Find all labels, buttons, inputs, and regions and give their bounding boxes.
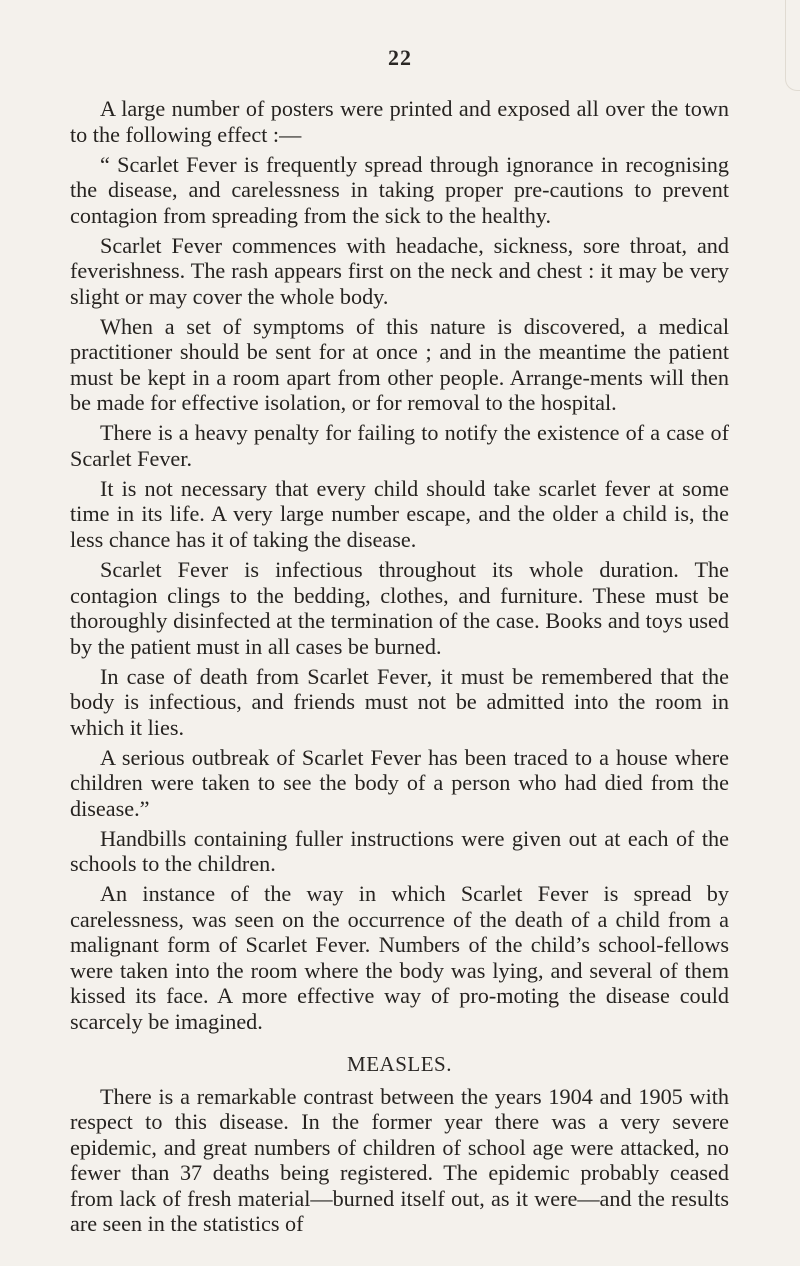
paragraph-medical-practitioner: When a set of symptoms of this nature is discovered, a medical practitioner should be sent for at once ; and in the meantime the patient must be kept in a room apart from other people. Arrange-ments will then be made for effective isolation, or for removal to the hospital. — [70, 313, 729, 416]
paragraph-penalty: There is a heavy penalty for failing to notify the existence of a case of Scarlet Fever. — [70, 420, 729, 471]
paragraph-not-necessary: It is not necessary that every child should take scarlet fever at some time in its life. A very large number escape, and the older a child is, the less chance has it of taking the disease. — [70, 475, 729, 552]
page-number: 22 — [388, 45, 412, 70]
paragraph-handbills: Handbills containing fuller instructions were given out at each of the schools to the children. — [70, 825, 729, 877]
section-heading-measles: MEASLES. — [347, 1052, 452, 1077]
body-text — [70, 96, 729, 1242]
paragraph-infectious: Scarlet Fever is infectious throughout its whole duration. The contagion clings to the bedding, clothes, and furniture. These must be thoroughly disinfected at the termination of the case. Books and toys used by the patient must in all cases be burned. — [70, 557, 729, 659]
paragraph-measles: There is a remarkable contrast between the years 1904 and 1905 with respect to this disease. In the former year there was a very severe epidemic, and great numbers of children of school age were attacked, no fewer than 37 deaths being registered. The epidemic probably ceased from lack of fresh material—burned itself out, as it were—and the results are seen in the statistics of — [70, 1083, 729, 1237]
paragraph-poster-intro: “ Scarlet Fever is frequently spread through ignorance in recognising the disease, and carelessness in taking proper pre-cautions to prevent contagion from spreading from the sick to the healthy. — [70, 151, 729, 228]
paragraph-posters: A large number of posters were printed and exposed all over the town to the following effect :— — [70, 96, 729, 147]
paragraph-serious-outbreak: A serious outbreak of Scarlet Fever has been traced to a house where children were taken to see the body of a person who had died from the disease.” — [70, 744, 729, 821]
paragraph-symptoms: Scarlet Fever commences with headache, sickness, sore throat, and feverishness. The rash appears first on the neck and chest : it may be very slight or may cover the whole body. — [70, 232, 729, 309]
paragraph-death-case: In case of death from Scarlet Fever, it must be remembered that the body is infectious, and friends must not be admitted into the room in which it lies. — [70, 663, 729, 740]
paragraph-instance: An instance of the way in which Scarlet Fever is spread by carelessness, was seen on the occurrence of the death of a child from a malignant form of Scarlet Fever. Numbers of the child’s school-fellows were taken into the room where the body was lying, and several of them kissed its face. A more effective way of pro-moting the disease could scarcely be imagined. — [70, 881, 729, 1034]
